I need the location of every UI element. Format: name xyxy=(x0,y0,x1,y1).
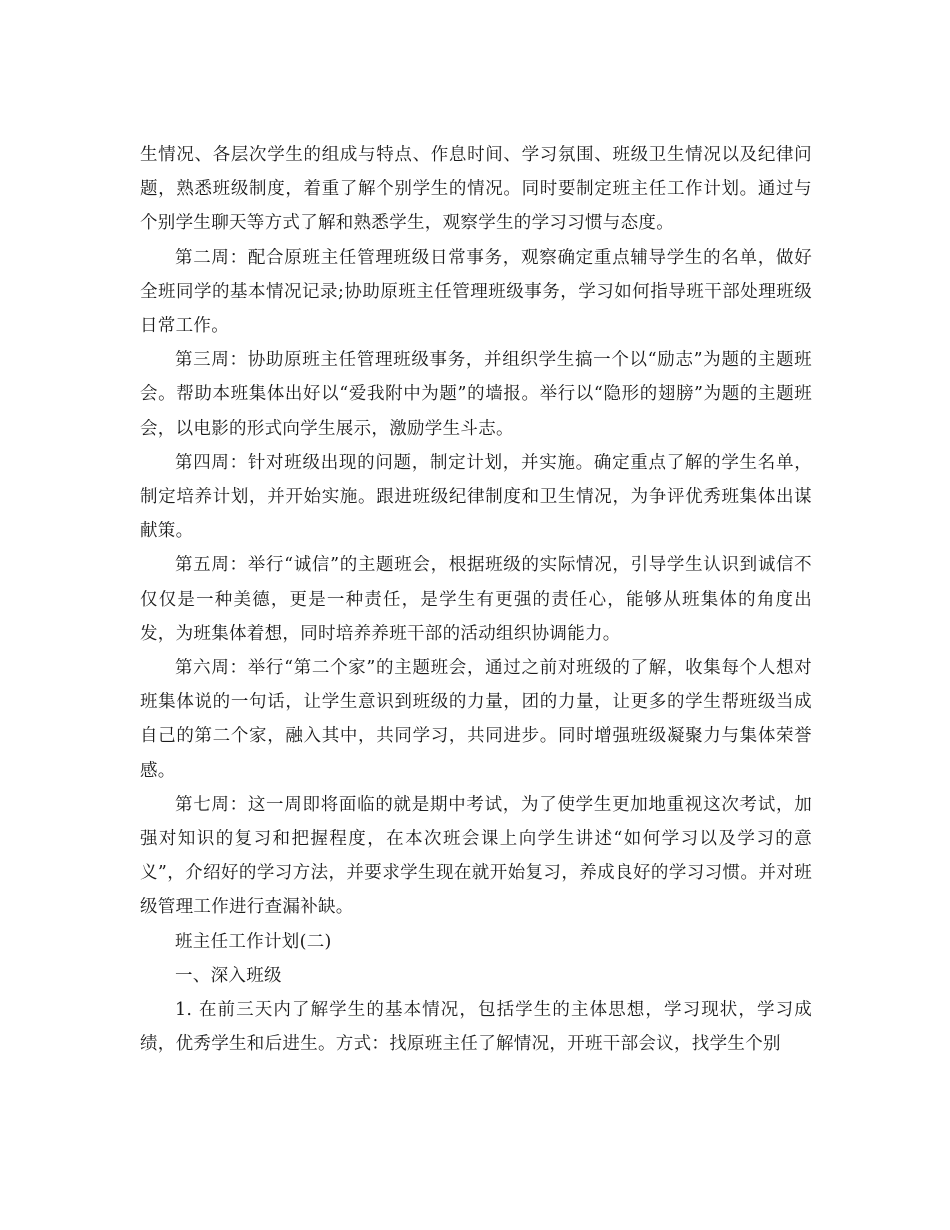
paragraph-item-1: 1. 在前三天内了解学生的基本情况，包括学生的主体思想，学习现状，学习成绩，优秀学生和后进生。方式：找原班主任了解情况，开班干部会议，找学生个别 xyxy=(140,1000,812,1055)
paragraph-1: 生情况、各层次学生的组成与特点、作息时间、学习氛围、班级卫生情况以及纪律问题，熟悉班级制度，着重了解个别学生的情况。同时要制定班主任工作计划。通过与个别学生聊天等方式了解和熟悉学生，观察学生的学习习惯与态度。 xyxy=(140,145,812,234)
paragraph-week-7: 第七周：这一周即将面临的就是期中考试，为了使学生更加地重视这次考试，加强对知识的复习和把握程度，在本次班会课上向学生讲述“如何学习以及学习的意义”，介绍好的学习方法，并要求学生现在就开始复习，养成良好的学习习惯。并对班级管理工作进行查漏补缺。 xyxy=(140,794,812,918)
section-title-plan-2: 班主任工作计划(二) xyxy=(175,931,332,952)
section-heading-1: 一、深入班级 xyxy=(175,965,282,986)
paragraph-week-2: 第二周：配合原班主任管理班级日常事务，观察确定重点辅导学生的名单，做好全班同学的基本情况记录;协助原班主任管理班级事务，学习如何指导班干部处理班级日常工作。 xyxy=(140,247,812,337)
paragraph-week-5: 第五周：举行“诚信”的主题班会，根据班级的实际情况，引导学生认识到诚信不仅仅是一种美德，更是一种责任，是学生有更强的责任心，能够从班集体的角度出发，为班集体着想，同时培养养班干部的活动组织协调能力。 xyxy=(140,555,812,644)
document-body xyxy=(140,138,812,1061)
paragraph-week-3: 第三周：协助原班主任管理班级事务，并组织学生搞一个以“励志”为题的主题班会。帮助本班集体出好以“爱我附中为题”的墙报。举行以“隐形的翅膀”为题的主题班会，以电影的形式向学生展示，激励学生斗志。 xyxy=(140,350,812,439)
paragraph-week-6: 第六周：举行“第二个家”的主题班会，通过之前对班级的了解，收集每个人想对班集体说的一句话，让学生意识到班级的力量，团的力量，让更多的学生帮班级当成自己的第二个家，融入其中，共同学习，共同进步。同时增强班级凝聚力与集体荣誉感。 xyxy=(140,658,812,781)
paragraph-week-4: 第四周：针对班级出现的问题，制定计划，并实施。确定重点了解的学生名单，制定培养计划，并开始实施。跟进班级纪律制度和卫生情况，为争评优秀班集体出谋献策。 xyxy=(140,452,812,542)
